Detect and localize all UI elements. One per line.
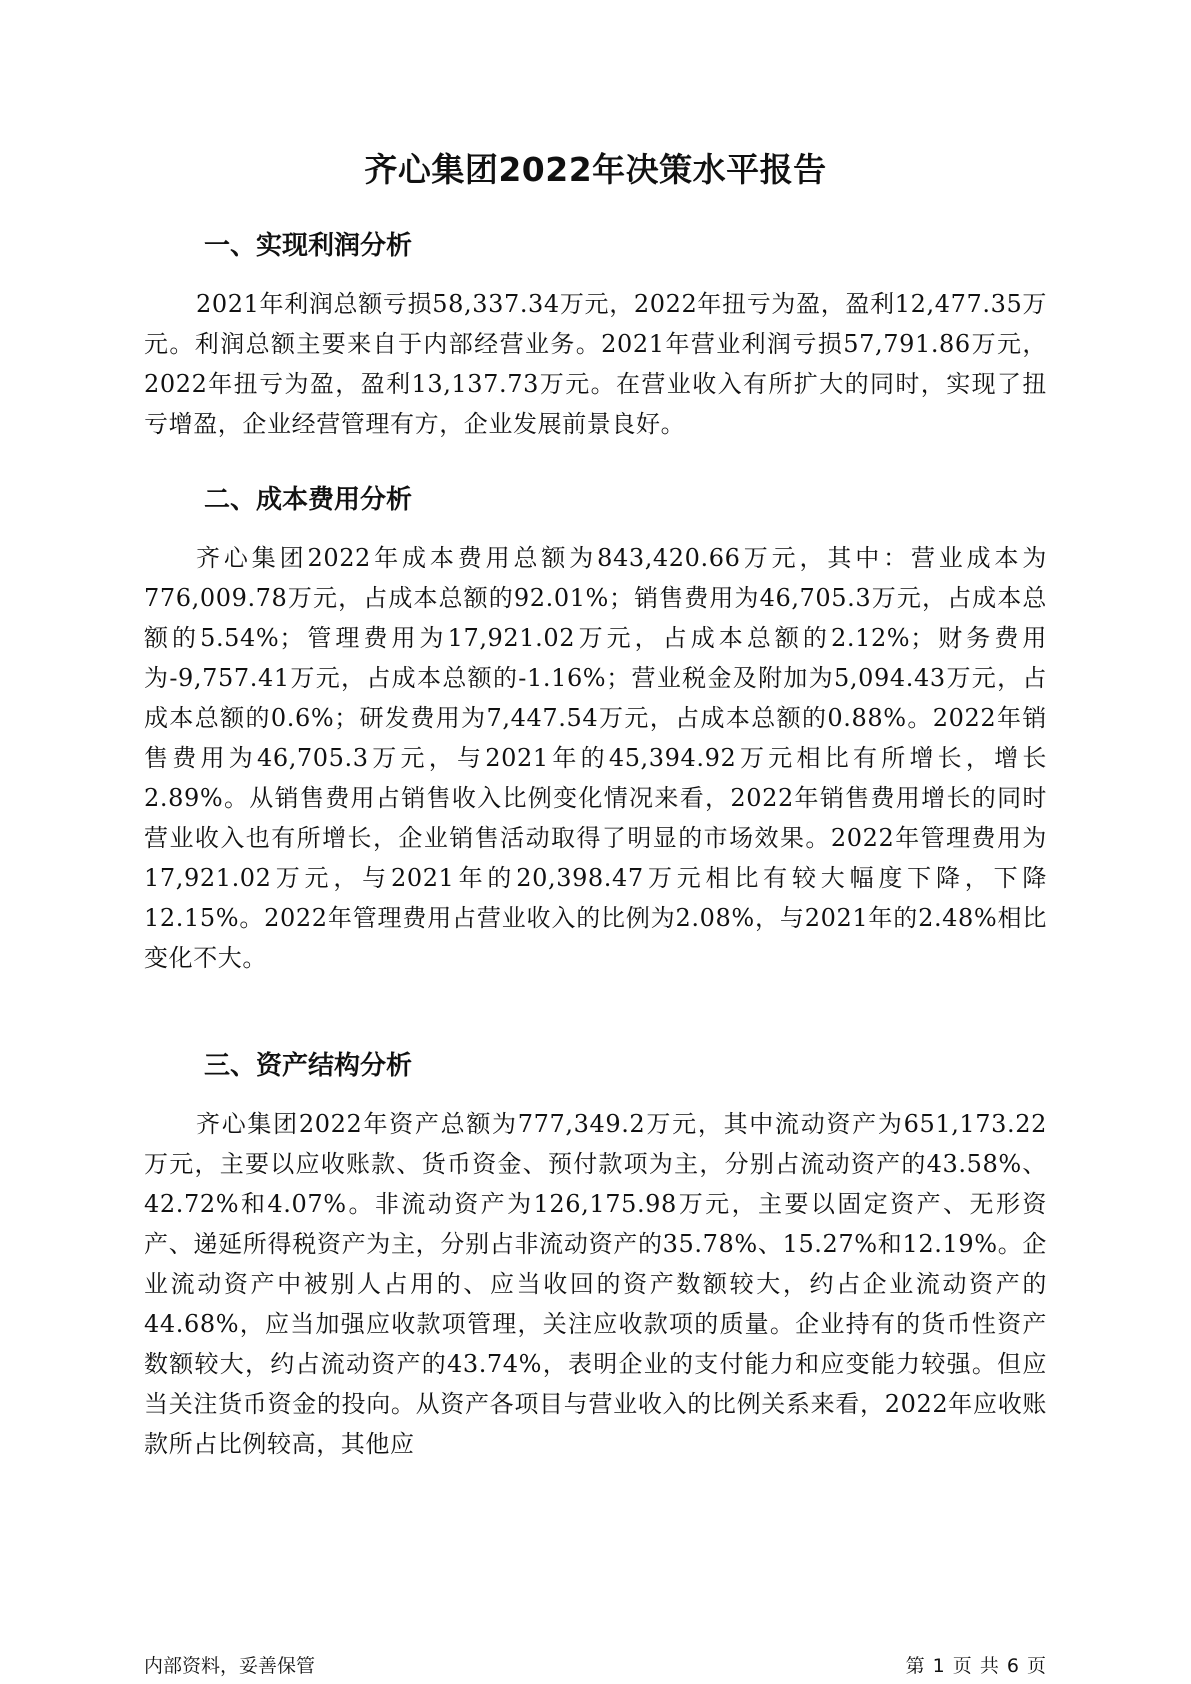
section-cost-analysis xyxy=(144,480,1047,978)
section-profit-analysis xyxy=(144,226,1047,444)
section-paragraph: 2021年利润总额亏损58,337.34万元，2022年扭亏为盈，盈利12,477.35万元。利润总额主要来自于内部经营业务。2021年营业利润亏损57,791.86万元，2022年扭亏为盈，盈利13,137.73万元。在营业收入有所扩大的同时，实现了扭亏增盈，企业经营管理有方，企业发展前景良好。 xyxy=(144,290,1047,438)
section-asset-structure-analysis xyxy=(144,1046,1047,1464)
section-heading: 三、资产结构分析 xyxy=(204,1051,413,1081)
section-heading: 一、实现利润分析 xyxy=(204,231,413,261)
section-paragraph: 齐心集团2022年资产总额为777,349.2万元，其中流动资产为651,173.22万元，主要以应收账款、货币资金、预付款项为主，分别占流动资产的43.58%、42.72%和4.07%。非流动资产为126,175.98万元，主要以固定资产、无形资产、递延所得税资产为主，分别占非流动资产的35.78%、15.27%和12.19%。企业流动资产中被别人占用的、应当收回的资产数额较大，约占企业流动资产的44.68%，应当加强应收款项管理，关注应收款项的质量。企业持有的货币性资产数额较大，约占流动资产的43.74%，表明企业的支付能力和应变能力较强。但应当关注货币资金的投向。从资产各项目与营业收入的比例关系来看，2022年应收账款所占比例较高，其他应 xyxy=(144,1110,1047,1458)
footer-confidential-note: 内部资料，妥善保管 xyxy=(144,1655,316,1677)
section-paragraph: 齐心集团2022年成本费用总额为843,420.66万元，其中：营业成本为776,009.78万元，占成本总额的92.01%；销售费用为46,705.3万元，占成本总额的5.54%；管理费用为17,921.02万元，占成本总额的2.12%；财务费用为-9,757.41万元，占成本总额的-1.16%；营业税金及附加为5,094.43万元，占成本总额的0.6%；研发费用为7,447.54万元，占成本总额的0.88%。2022年销售费用为46,705.3万元，与2021年的45,394.92万元相比有所增长，增长2.89%。从销售费用占销售收入比例变化情况来看，2022年销售费用增长的同时营业收入也有所增长，企业销售活动取得了明显的市场效果。2022年管理费用为17,921.02万元，与2021年的20,398.47万元相比有较大幅度下降，下降12.15%。2022年管理费用占营业收入的比例为2.08%，与2021年的2.48%相比变化不大。 xyxy=(144,544,1047,972)
document-title: 齐心集团2022年决策水平报告 xyxy=(364,150,827,189)
footer-page-number: 第 1 页 共 6 页 xyxy=(905,1655,1047,1677)
section-heading: 二、成本费用分析 xyxy=(204,485,413,515)
